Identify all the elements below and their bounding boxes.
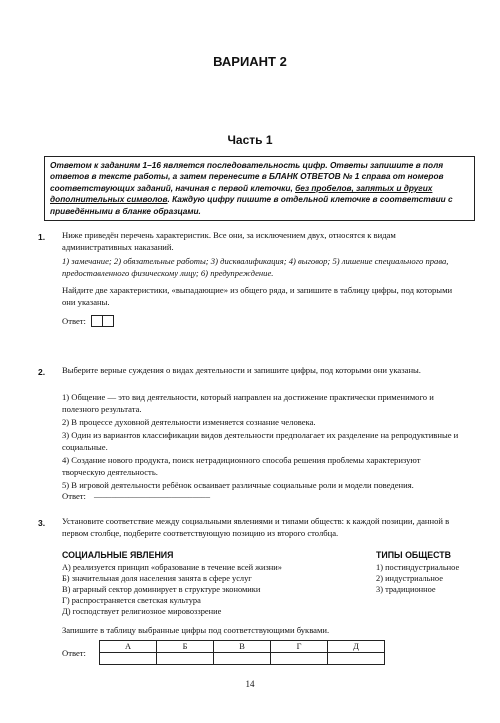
instructions-underlined: без пробелов, запятых и других дополнительных символов (50, 182, 433, 205)
variant-title: ВАРИАНТ 2 (213, 54, 287, 69)
q3-right-header: ТИПЫ ОБЩЕСТВ (376, 550, 451, 560)
q2-item-2: 2) В процессе духовной деятельности изменяется сознание человека. (62, 417, 316, 427)
q3-letter-b: Б (157, 641, 214, 653)
q3-left-header: СОЦИАЛЬНЫЕ ЯВЛЕНИЯ (62, 550, 174, 560)
q3-task: Запишите в таблицу выбранные цифры под соответствующими буквами. (62, 625, 330, 635)
q1-answer-cells (91, 315, 114, 327)
q3-answer-cell-b[interactable] (157, 653, 214, 665)
q3-answer-cell-a[interactable] (100, 653, 157, 665)
q3-letter-a: А (100, 641, 157, 653)
q1-text: Ниже приведён перечень характеристик. Все они, за исключением двух, относятся к видам административных наказаний. (62, 230, 396, 252)
q3-answer-input-row (100, 653, 385, 665)
q3-number: 3. (38, 518, 46, 528)
q3-letter-g: Г (271, 641, 328, 653)
q3-answer-cell-v[interactable] (214, 653, 271, 665)
page-number: 14 (245, 679, 255, 689)
q1-answer-cell-2[interactable] (103, 315, 114, 327)
instructions-box (44, 156, 475, 221)
q3-answer-cell-d[interactable] (328, 653, 385, 665)
q2-answer-label: Ответ: (62, 491, 86, 501)
q1-answer-cell-1[interactable] (91, 315, 103, 327)
q3-left-item-v: В) аграрный сектор доминирует в структуре экономики (62, 585, 261, 594)
q1-items: 1) замечание; 2) обязательные работы; 3) дисквалификация; 4) выговор; 5) лишение специального права, предоставленного физическому лицу; 6) предупреждение. (62, 256, 449, 278)
q2-item-1: 1) Общение — это вид деятельности, который направлен на достижение практически применимого и полезного результата. (62, 392, 434, 414)
q3-answer-table (99, 640, 385, 665)
q3-text: Установите соответствие между социальными явлениями и типами обществ: к каждой позиции, данной в первом столбце, подберите соответствующую позицию из второго столбца. (62, 516, 450, 538)
q3-right-item-2: 2) индустриальное (376, 574, 443, 583)
q2-item-4: 4) Создание нового продукта, поиск нетрадиционного способа решения проблемы характеризуют творческую деятельность. (62, 455, 421, 477)
q1-task: Найдите две характеристики, «выпадающие» из общего ряда, и запишите в таблицу цифры, под которыми они указаны. (62, 285, 453, 307)
q1-number: 1. (38, 232, 46, 242)
part-title: Часть 1 (227, 133, 273, 147)
q1-answer-label: Ответ: (62, 316, 86, 326)
q3-right-item-1: 1) постиндустриальное (376, 563, 460, 572)
q3-right-item-3: 3) традиционное (376, 585, 436, 594)
q3-answer-label: Ответ: (62, 648, 86, 658)
q2-answer-line[interactable]: ___________________________ (94, 489, 211, 499)
q2-item-5: 5) В игровой деятельности ребёнок осваивает различные социальные роли и модели поведения. (62, 480, 414, 490)
instructions-text-end: . Каждую цифру пишите в отдельной клеточке в соответствии с приведёнными в бланке образцами. (50, 194, 453, 216)
q3-left-item-a: А) реализуется принцип «образование в течение всей жизни» (62, 563, 282, 572)
q3-left-item-d: Д) господствует религиозное мировоззрение (62, 607, 222, 616)
q3-answer-header-row (100, 641, 385, 653)
q3-left-item-g: Г) распространяется светская культура (62, 596, 201, 605)
q3-answer-cell-g[interactable] (271, 653, 328, 665)
instructions-text: Ответом к заданиям 1–16 является последовательность цифр. Ответы запишите в поля ответов в тексте работы, а затем перенесите в БЛАНК ОТВЕТОВ № 1 справа от номеров соответствующих заданий, начиная с первой клеточки, (50, 160, 444, 193)
q3-letter-d: Д (328, 641, 385, 653)
q3-left-item-b: Б) значительная доля населения занята в сфере услуг (62, 574, 252, 583)
q2-item-3: 3) Один из вариантов классификации видов деятельности предполагает их разделение на репродуктивные и социальные. (62, 430, 459, 452)
q3-letter-v: В (214, 641, 271, 653)
q2-text: Выберите верные суждения о видах деятельности и запишите цифры, под которыми они указаны. (62, 365, 421, 375)
q2-number: 2. (38, 367, 46, 377)
